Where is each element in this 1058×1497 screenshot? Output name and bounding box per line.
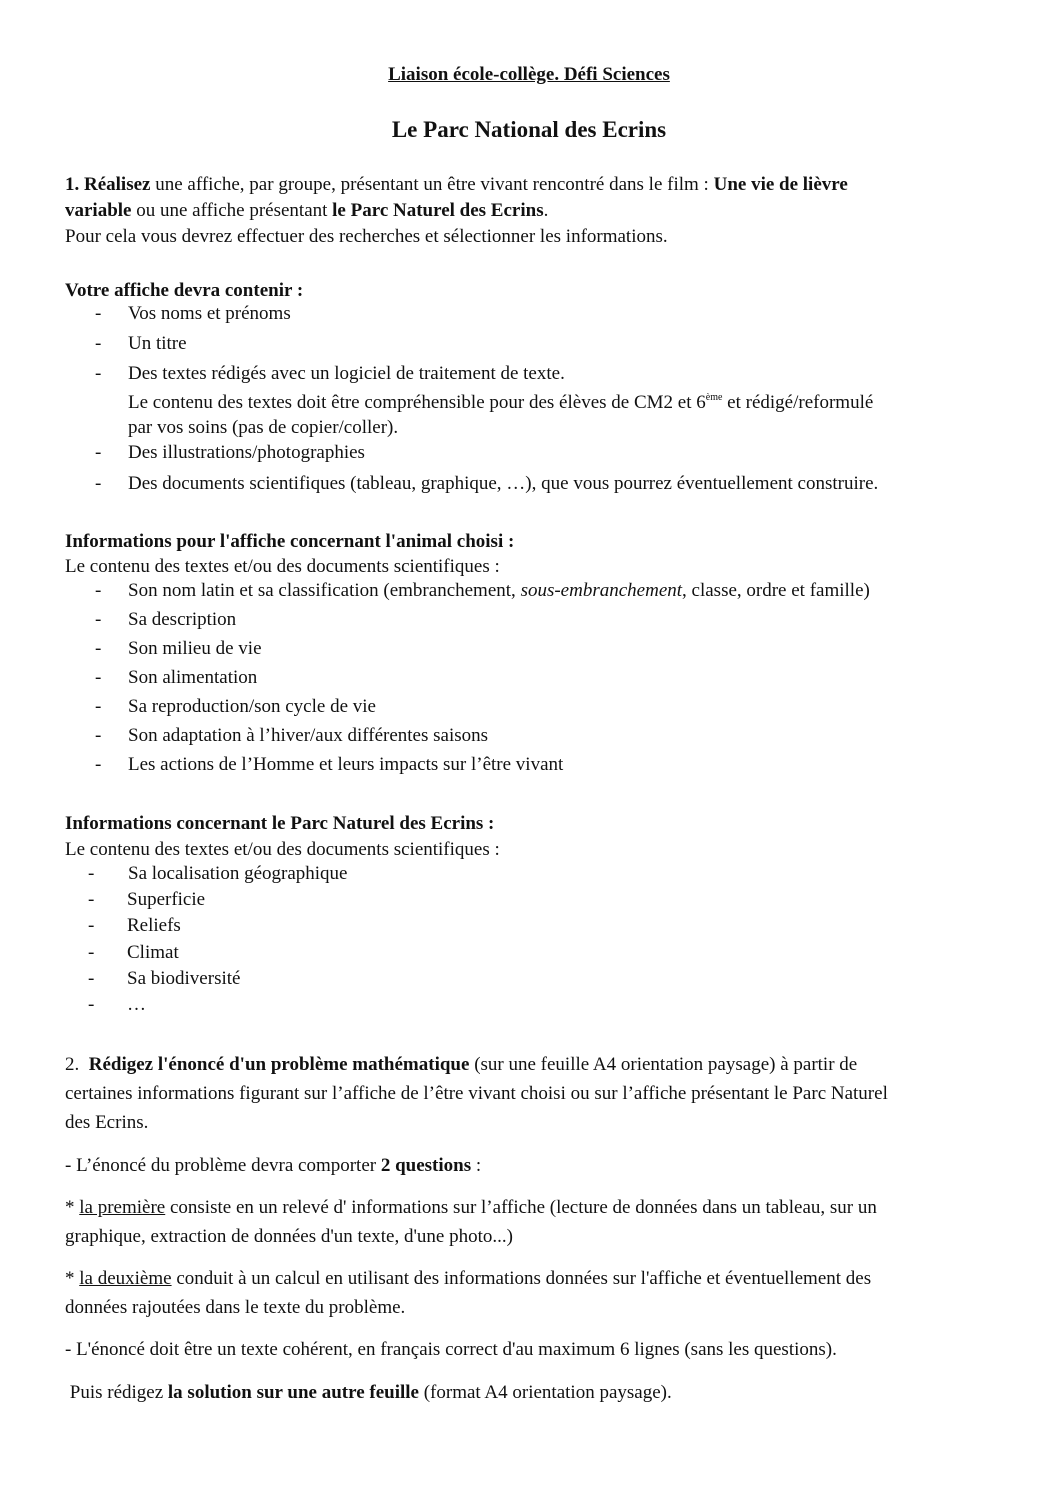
list-item [0,915,1000,941]
list-item-text [128,580,870,602]
list-dash: - [95,473,102,494]
continuation-text-b: et rédigé/reformulé [722,392,874,413]
list-item [0,580,1000,606]
list-item [0,863,1000,889]
list-item-continuation [0,417,1000,443]
list-item [0,667,1000,693]
section1-verb: Réalisez [84,174,151,195]
list-item-text: Sa biodiversité [127,968,241,989]
list-item-text: Les actions de l’Homme et leurs impacts sur l’être vivant [128,754,564,775]
header-title: Liaison école-collège. Défi Sciences [388,64,670,85]
second-underlined: la deuxième [79,1268,172,1289]
solution-text-b: (format A4 orientation paysage). [418,1382,672,1403]
section1-period: . [543,200,549,221]
section1-text-b: ou une affiche présentant [131,200,333,221]
list-item-text: Superficie [127,889,206,910]
list-dash: - [95,580,102,601]
list-item-text: Sa localisation géographique [128,863,348,884]
list-dash: - [88,915,95,936]
solution-line [65,1378,1000,1407]
list-dash: - [95,725,102,746]
list-item-text: Sa description [128,609,237,630]
animal-info-heading: Informations pour l'affiche concernant l'animal choisi : [65,531,515,552]
list-item [0,968,1000,994]
list-item-text: Des textes rédigés avec un logiciel de traitement de texte. [128,363,565,384]
solution-text-a: Puis rédigez [65,1382,168,1403]
list-item [0,609,1000,635]
list-item-text: … [127,994,146,1015]
second-question-paragraph [65,1264,1000,1322]
questions-text-b: : [471,1155,482,1176]
list-item [0,696,1000,722]
list-item-text: Des documents scientifiques (tableau, graphique, …), que vous pourrez éventuellement construire. [128,473,879,494]
list-item [0,994,1000,1020]
list-item-text [128,392,873,414]
item1-text-b: , classe, ordre et famille) [682,580,870,601]
list-item-text: Reliefs [127,915,181,936]
park-info-intro: Le contenu des textes et/ou des documents scientifiques : [65,839,500,860]
poster-contents-heading: Votre affiche devra contenir : [65,280,304,301]
first-question-line2: graphique, extraction de données d'un texte, d'une photo...) [65,1226,513,1247]
list-item [0,333,1000,359]
item1-italic: sous-embranchement [520,580,683,601]
section1-number: 1. [65,174,80,195]
list-item-text: par vos soins (pas de copier/coller). [128,417,399,438]
list-item-text: Son alimentation [128,667,258,688]
continuation-text-a: Le contenu des textes doit être compréhensible pour des élèves de CM2 et 6 [128,392,706,413]
list-item [0,725,1000,751]
section1-paragraph [65,172,1000,250]
first-question-line1 [65,1193,1000,1222]
section1-line2 [65,198,1000,224]
list-item-text: Climat [127,942,179,963]
coherent-text-line: - L'énoncé doit être un texte cohérent, en français correct d'au maximum 6 lignes (sans les questions). [65,1339,837,1360]
section1-line3: Pour cela vous devrez effectuer des recherches et sélectionner les informations. [65,226,668,247]
first-question-paragraph [65,1193,1000,1251]
list-item [0,889,1000,915]
park-info-heading: Informations concernant le Parc Naturel des Ecrins : [65,813,495,834]
questions-count: 2 questions [380,1155,472,1176]
list-dash: - [95,667,102,688]
section2-line3: des Ecrins. [65,1112,149,1133]
list-dash: - [88,889,95,910]
list-dash: - [88,968,95,989]
list-dash: - [88,863,95,884]
park-name: le Parc Naturel des Ecrins [332,200,544,221]
second-question-line1 [65,1264,1000,1293]
list-dash: - [88,942,95,963]
section1-line1 [65,172,1000,198]
solution-bold: la solution sur une autre feuille [167,1382,419,1403]
list-dash: - [95,333,102,354]
film-title-a: Une vie de lièvre [713,174,848,195]
second-question-line2: données rajoutées dans le texte du problème. [65,1297,406,1318]
list-item-text: Un titre [128,333,187,354]
film-title-b: variable [65,200,132,221]
first-underlined: la première [79,1197,166,1218]
section2-line2: certaines informations figurant sur l’affiche de l’être vivant choisi ou sur l’affiche présentant le Parc Naturel [65,1083,888,1104]
list-dash: - [95,609,102,630]
section2-number: 2. [65,1054,89,1075]
list-dash: - [88,994,95,1015]
list-dash: - [95,638,102,659]
list-item-text: Vos noms et prénoms [128,303,291,324]
list-dash: - [95,696,102,717]
section2-line1-rest: (sur une feuille A4 orientation paysage) à partir de [469,1054,858,1075]
section2-paragraph [65,1050,1000,1137]
questions-line [65,1151,1000,1180]
section1-text-a: une affiche, par groupe, présentant un être vivant rencontré dans le film : [150,174,714,195]
list-dash: - [95,754,102,775]
main-title: Le Parc National des Ecrins [391,117,667,142]
list-item-continuation [0,392,1000,418]
list-item [0,754,1000,780]
list-item-text: Son milieu de vie [128,638,262,659]
list-dash: - [95,303,102,324]
first-star: * [65,1197,80,1218]
list-dash: - [95,363,102,384]
list-item [0,363,1000,389]
list-dash: - [95,442,102,463]
item1-text-a: Son nom latin et sa classification (embranchement, [128,580,521,601]
animal-info-intro: Le contenu des textes et/ou des documents scientifiques : [65,556,500,577]
list-item-text: Son adaptation à l’hiver/aux différentes saisons [128,725,489,746]
second-star: * [65,1268,80,1289]
list-item [0,442,1000,468]
list-item-text: Sa reproduction/son cycle de vie [128,696,376,717]
section2-verb: Rédigez l'énoncé d'un problème mathématique [88,1054,470,1075]
list-item-text: Des illustrations/photographies [128,442,365,463]
list-item [0,638,1000,664]
superscript-eme: ème [705,392,723,403]
list-item [0,942,1000,968]
first-rest1: consiste en un relevé d' informations sur l’affiche (lecture de données dans un tableau, sur un [165,1197,877,1218]
list-item [0,473,1000,499]
section2-line1 [65,1050,1000,1079]
list-item [0,303,1000,329]
questions-text-a: - L’énoncé du problème devra comporter [65,1155,381,1176]
second-rest1: conduit à un calcul en utilisant des informations données sur l'affiche et éventuellement des [171,1268,872,1289]
